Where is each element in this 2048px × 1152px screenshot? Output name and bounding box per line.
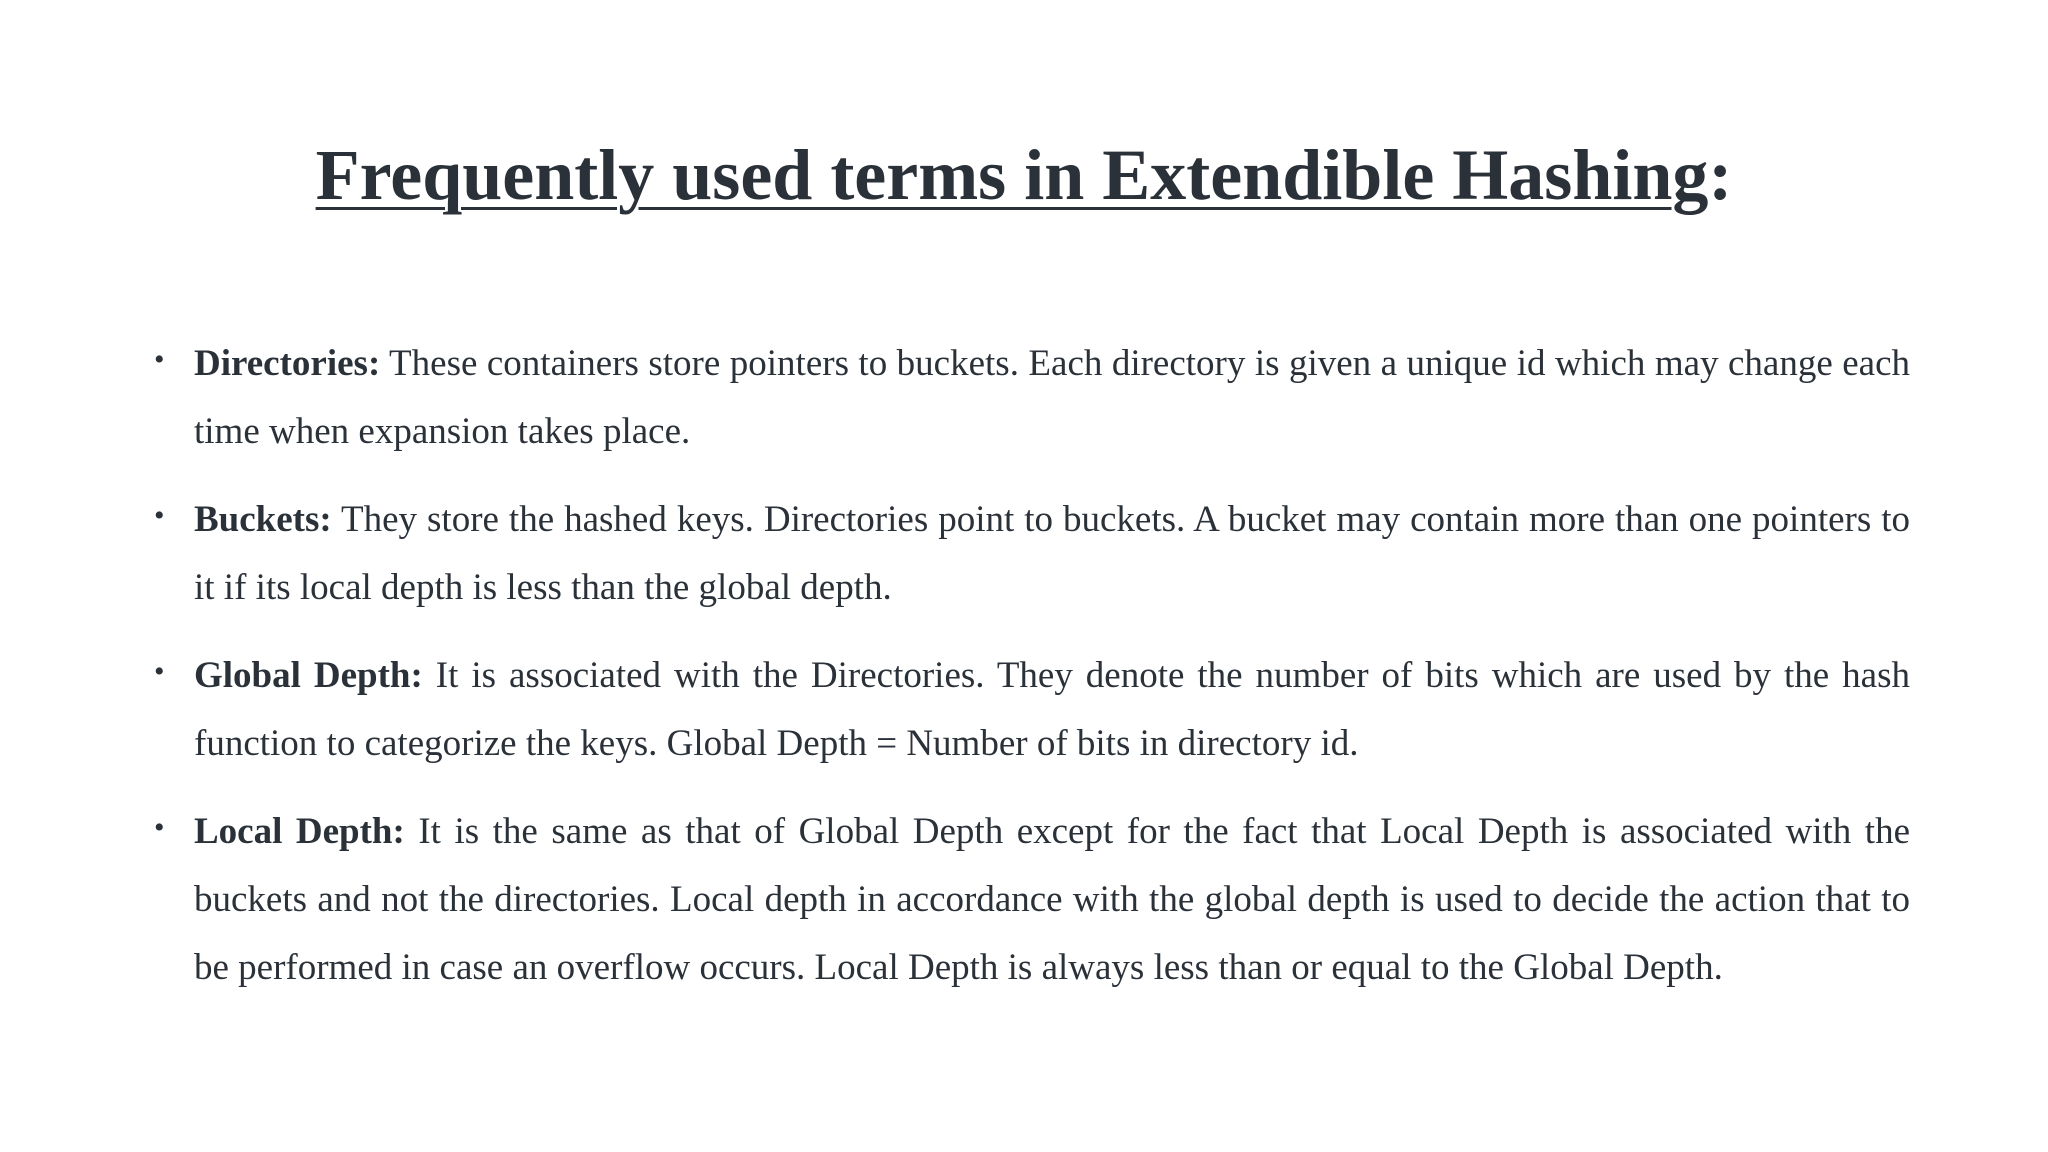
slide-title-colon: : [1708, 135, 1733, 215]
term-item-global-depth [150, 642, 1910, 778]
term-description: They store the hashed keys. Directories point to buckets. A bucket may contain more than one pointers to it if its local depth is less than the global depth. [194, 499, 1910, 608]
term-item-local-depth [150, 798, 1910, 1002]
term-list [150, 330, 1910, 1022]
term-label: Global Depth: [194, 655, 423, 696]
bullet-icon: • [154, 343, 165, 376]
term-label: Directories: [194, 343, 381, 384]
term-description: It is the same as that of Global Depth except for the fact that Local Depth is associated with the buckets and not the directories. Local depth in accordance with the global depth is used to decide the action that to be performed in case an overflow occurs. Local Depth is always less than or equal to the Global Depth. [194, 811, 1910, 988]
bullet-icon: • [154, 811, 165, 844]
term-description: It is associated with the Directories. They denote the number of bits which are used by the hash function to categorize the keys. Global Depth = Number of bits in directory id. [194, 655, 1910, 764]
term-label: Buckets: [194, 499, 332, 540]
term-description: These containers store pointers to buckets. Each directory is given a unique id which may change each time when expansion takes place. [194, 343, 1910, 452]
term-label: Local Depth: [194, 811, 405, 852]
bullet-icon: • [154, 655, 165, 688]
bullet-icon: • [154, 499, 165, 532]
slide-title-text: Frequently used terms in Extendible Hashing [315, 135, 1709, 215]
term-item-directories [150, 330, 1910, 466]
term-item-buckets [150, 486, 1910, 622]
slide-title [0, 130, 2048, 220]
